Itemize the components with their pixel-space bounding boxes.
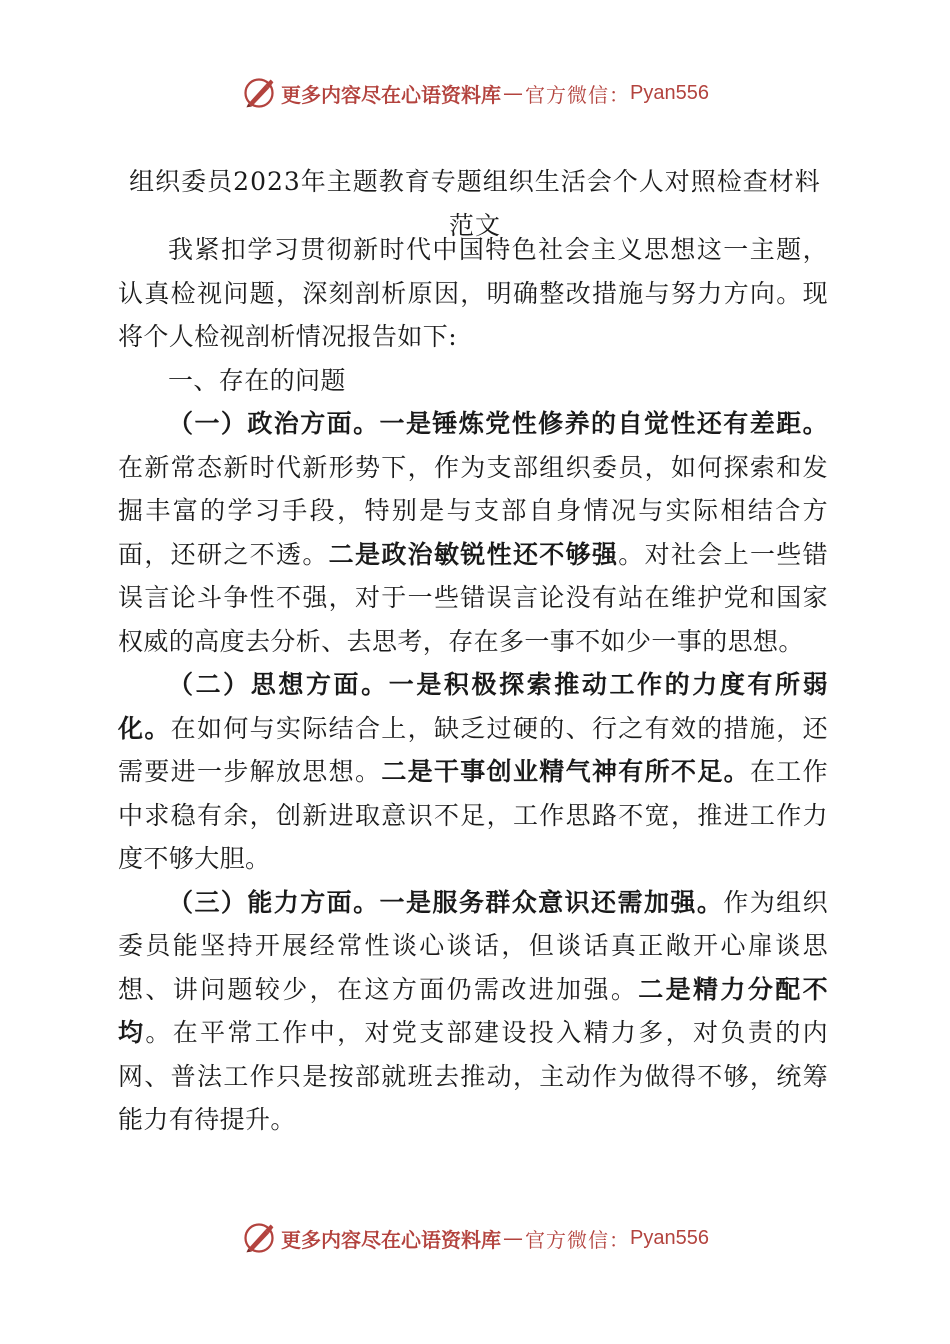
politics-point2-title: 二是政治敏锐性还不够强 (328, 539, 619, 569)
ability-point2-text: 。在平常工作中，对党支部建设投入精力多，对负责的内网、普法工作只是按部就班去推动，主动作为做得不够，统筹能力有待提升。 (118, 1018, 828, 1134)
thinking-point2-title: 二是干事创业精气神有所不足。 (381, 757, 750, 786)
banner-wechat-id: Pyan556 (630, 1226, 709, 1249)
banner-text: 更多内容尽在心语资料库 (281, 82, 502, 107)
politics-paragraph (118, 402, 828, 663)
intro-paragraph: 我紧扣学习贯彻新时代中国特色社会主义思想这一主题，认真检视问题，深刻剖析原因，明确整改措施与努力方向。现将个人检视剖析情况报告如下: (118, 235, 828, 351)
thinking-heading: （二）思想方面。 (168, 670, 389, 699)
footer-banner (0, 1216, 950, 1260)
banner-dash: — (503, 1226, 524, 1250)
politics-point1-title: 一是锤炼党性修养的自觉性还有差距。 (379, 409, 828, 438)
ability-point2-title: 二是精力分配不均 (118, 974, 828, 1047)
ability-heading: （三）能力方面。 (168, 887, 380, 917)
ability-paragraph (118, 881, 828, 1142)
thinking-paragraph (118, 663, 828, 881)
pen-logo-icon (241, 75, 277, 111)
thinking-point2-text: 在工作中求稳有余，创新进取意识不足，工作思路不宽，推进工作力度不够大胆。 (118, 757, 828, 873)
ability-point1-title: 一是服务群众意识还需加强。 (379, 887, 724, 917)
banner-wechat-id: Pyan556 (630, 81, 709, 104)
ability-point1-text: 作为组织委员能坚持开展经常性谈心谈话，但谈话真正敞开心扉谈思想、讲问题较少，在这方面仍需改进加强。 (118, 887, 828, 1004)
document-title: 组织委员2023年主题教育专题组织生活会个人对照检查材料范文 (129, 167, 821, 240)
banner-wechat-label: 官方微信： (525, 82, 631, 107)
politics-point2-text: 。对社会上一些错误言论斗争性不强，对于一些错误言论没有站在维护党和国家权威的高度去分析、去思考，存在多一事不如少一事的思想。 (118, 539, 829, 656)
document-body (118, 228, 828, 1142)
banner-dash: — (503, 81, 524, 105)
pen-logo-icon (241, 1220, 277, 1256)
section-heading-problems: 一、存在的问题 (168, 365, 346, 395)
banner-wechat-label: 官方微信： (525, 1227, 631, 1252)
politics-point1-text: 在新常态新时代新形势下，作为支部组织委员，如何探索和发掘丰富的学习手段，特别是与支部自身情况与实际相结合方面，还研之不透。 (118, 452, 828, 569)
header-banner (0, 71, 950, 115)
thinking-point1-title: 一是积极探索推动工作的力度有所弱化。 (118, 670, 828, 743)
thinking-point1-text: 在如何与实际结合上，缺乏过硬的、行之有效的措施，还需要进一步解放思想。 (118, 713, 828, 786)
politics-heading: （一）政治方面。 (168, 409, 380, 438)
banner-text: 更多内容尽在心语资料库 (281, 1227, 502, 1252)
